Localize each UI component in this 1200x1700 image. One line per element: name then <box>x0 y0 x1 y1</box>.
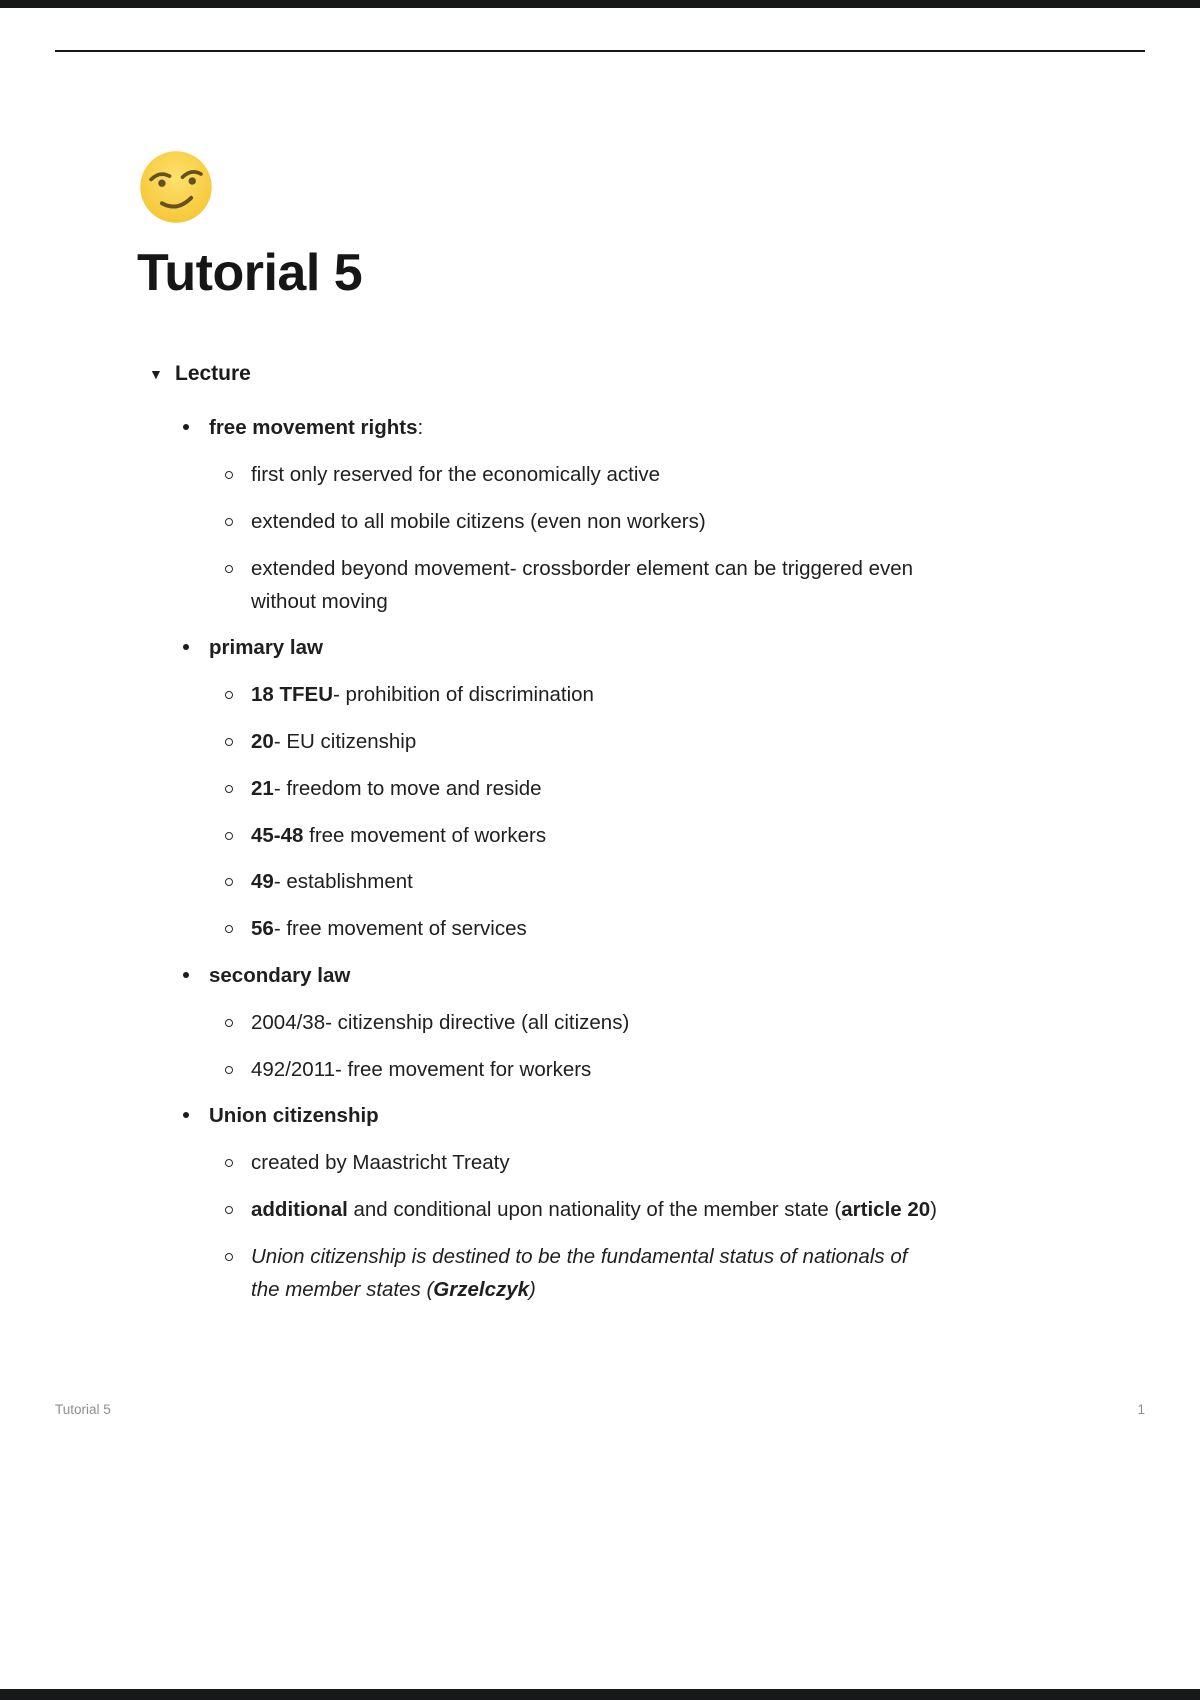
bullet-cell <box>225 1007 251 1027</box>
bullet-circle-icon <box>225 832 233 840</box>
list-item <box>225 1007 1097 1040</box>
text-segment: - prohibition of discrimination <box>333 683 594 707</box>
list-item <box>183 412 1097 445</box>
bullet-disc-icon <box>183 644 189 650</box>
list-item-text <box>209 632 323 665</box>
list-item-text <box>251 679 594 712</box>
bottom-page-edge <box>0 1689 1200 1700</box>
bullet-disc-icon <box>183 424 189 430</box>
lecture-notes-list <box>137 412 1097 1306</box>
text-segment: : <box>417 416 424 440</box>
text-segment: primary law <box>209 636 323 660</box>
bullet-cell <box>183 1100 209 1118</box>
list-item-text <box>251 553 941 619</box>
bullet-cell <box>225 553 251 573</box>
header-divider <box>55 50 1145 52</box>
list-item-text <box>251 1007 629 1040</box>
text-segment: ) <box>930 1197 937 1221</box>
list-item <box>225 1054 1097 1087</box>
bullet-circle-icon <box>225 878 233 886</box>
text-segment: free movement of workers <box>303 823 547 847</box>
list-item-text <box>209 960 350 993</box>
lecture-toggle-label: Lecture <box>175 362 251 386</box>
text-segment: 20 <box>251 729 274 753</box>
list-item <box>225 820 1097 853</box>
footer-document-label: Tutorial 5 <box>55 1402 111 1417</box>
bullet-cell <box>225 679 251 699</box>
text-segment: 492/2011- free movement for workers <box>251 1057 592 1081</box>
bullet-circle-icon <box>225 738 233 746</box>
text-segment: free movement rights <box>209 416 418 440</box>
bullet-circle-icon <box>225 925 233 933</box>
bullet-cell <box>183 960 209 978</box>
bullet-cell <box>225 1147 251 1167</box>
text-segment: Union citizenship is destined to be the fundamental status of nationals of the member states ( <box>251 1244 908 1301</box>
smirking-face-emoji <box>137 148 215 226</box>
text-segment: - freedom to move and reside <box>273 776 542 800</box>
footer-page-number: 1 <box>1137 1402 1145 1417</box>
text-segment: 18 TFEU <box>251 683 334 707</box>
text-segment: - establishment <box>273 870 413 894</box>
text-segment: extended beyond movement- crossborder element can be triggered even without moving <box>251 556 914 613</box>
list-item <box>183 1100 1097 1133</box>
text-segment: ) <box>529 1277 536 1301</box>
text-segment: - free movement of services <box>273 917 527 941</box>
bullet-cell <box>225 773 251 793</box>
page-footer <box>55 1402 1145 1417</box>
top-page-edge <box>0 0 1200 8</box>
bullet-cell <box>225 1241 251 1261</box>
list-item <box>225 773 1097 806</box>
list-item <box>183 632 1097 665</box>
list-item-text <box>251 1241 941 1307</box>
list-item <box>225 1241 1097 1307</box>
bullet-cell <box>225 459 251 479</box>
bullet-circle-icon <box>225 1066 233 1074</box>
list-item-text <box>251 1194 937 1227</box>
bullet-cell <box>225 726 251 746</box>
list-item-text <box>209 1100 379 1133</box>
text-segment: extended to all mobile citizens (even non workers) <box>251 509 706 533</box>
lecture-toggle[interactable] <box>149 362 1097 386</box>
bullet-cell <box>225 866 251 886</box>
list-item-text <box>209 412 423 445</box>
bullet-cell <box>225 913 251 933</box>
text-segment: Grzelczyk <box>433 1277 530 1301</box>
text-segment: 49 <box>251 870 274 894</box>
bullet-circle-icon <box>225 1206 233 1214</box>
list-item <box>225 866 1097 899</box>
list-item <box>225 506 1097 539</box>
bullet-circle-icon <box>225 1159 233 1167</box>
list-item-text <box>251 1054 591 1087</box>
bullet-disc-icon <box>183 972 189 978</box>
bullet-circle-icon <box>225 471 233 479</box>
list-item-text <box>251 913 527 946</box>
bullet-cell <box>225 1194 251 1214</box>
page-title: Tutorial 5 <box>137 244 363 302</box>
list-item <box>225 726 1097 759</box>
list-item <box>225 459 1097 492</box>
list-item-text <box>251 1147 510 1180</box>
bullet-disc-icon <box>183 1112 189 1118</box>
bullet-circle-icon <box>225 518 233 526</box>
toggle-triangle-icon[interactable]: ▼ <box>149 366 163 383</box>
bullet-circle-icon <box>225 1019 233 1027</box>
list-item-text <box>251 726 416 759</box>
list-item <box>225 1147 1097 1180</box>
text-segment: 21 <box>251 776 274 800</box>
bullet-cell <box>225 1054 251 1074</box>
text-segment: secondary law <box>209 963 351 987</box>
bullet-circle-icon <box>225 1253 233 1261</box>
text-segment: 2004/38- citizenship directive (all citizens) <box>251 1010 630 1034</box>
list-item-text <box>251 506 706 539</box>
text-segment: Union citizenship <box>209 1104 379 1128</box>
list-item-text <box>251 820 546 853</box>
text-segment: 45-48 <box>251 823 304 847</box>
text-segment: additional <box>251 1197 348 1221</box>
text-segment: article 20 <box>841 1197 931 1221</box>
list-item <box>183 960 1097 993</box>
bullet-cell <box>183 632 209 650</box>
list-item <box>225 553 1097 619</box>
list-item-text <box>251 773 542 806</box>
text-segment: first only reserved for the economically active <box>251 463 661 487</box>
bullet-circle-icon <box>225 785 233 793</box>
bullet-cell <box>225 506 251 526</box>
bullet-cell <box>183 412 209 430</box>
text-segment: 56 <box>251 917 274 941</box>
bullet-circle-icon <box>225 691 233 699</box>
text-segment: and conditional upon nationality of the member state ( <box>347 1197 842 1221</box>
list-item-text <box>251 866 413 899</box>
page-content <box>137 148 1097 1320</box>
list-item <box>225 679 1097 712</box>
bullet-cell <box>225 820 251 840</box>
list-item <box>225 1194 1097 1227</box>
list-item-text <box>251 459 660 492</box>
text-segment: - EU citizenship <box>273 729 417 753</box>
text-segment: created by Maastricht Treaty <box>251 1151 510 1175</box>
bullet-circle-icon <box>225 565 233 573</box>
list-item <box>225 913 1097 946</box>
